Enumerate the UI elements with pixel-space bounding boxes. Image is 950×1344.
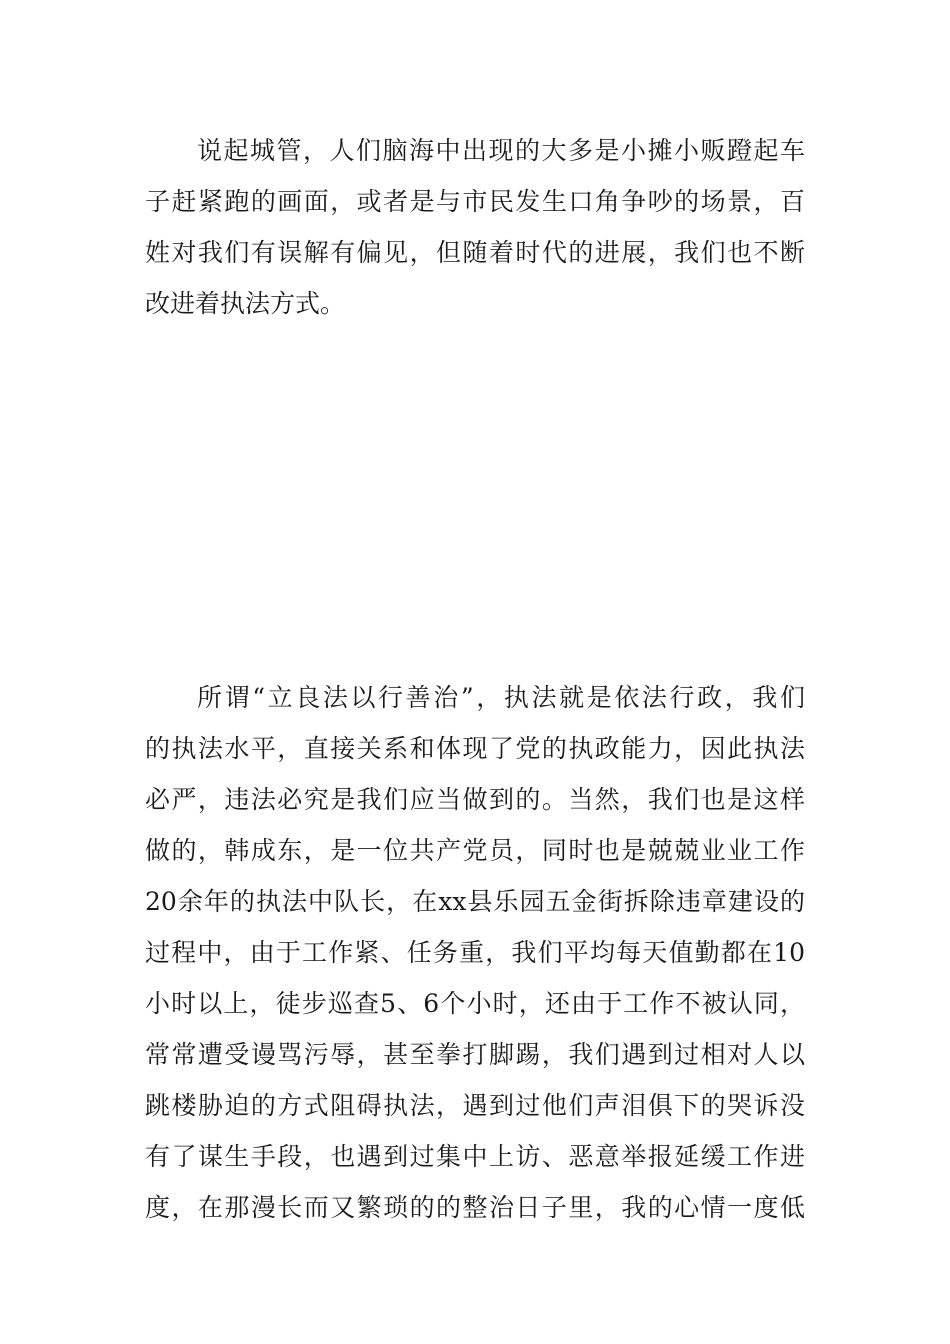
paragraph-line: 有了谋生手段，也遇到过集中上访、恶意举报延缓工作进 xyxy=(145,1142,805,1171)
paragraph-line: 过程中，由于工作紧、任务重，我们平均每天值勤都在10 xyxy=(145,938,805,967)
paragraph-line: 子赶紧跑的画面，或者是与市民发生口角争吵的场景，百 xyxy=(145,187,805,216)
paragraph-2 xyxy=(145,672,805,1233)
paragraph-line: 度，在那漫长而又繁琐的的整治日子里，我的心情一度低 xyxy=(145,1193,805,1222)
paragraph-line: 小时以上，徒步巡查5、6个小时，还由于工作不被认同， xyxy=(145,989,805,1018)
paragraph-line: 说起城管，人们脑海中出现的大多是小摊小贩蹬起车 xyxy=(197,136,805,165)
paragraph-1 xyxy=(145,125,805,329)
paragraph-line: 所谓“立良法以行善治”，执法就是依法行政，我们 xyxy=(197,683,805,712)
paragraph-line: 20余年的执法中队长，在xx县乐园五金街拆除违章建设的 xyxy=(145,887,805,916)
paragraph-line: 必严，违法必究是我们应当做到的。当然，我们也是这样 xyxy=(145,785,805,814)
paragraph-line: 跳楼胁迫的方式阻碍执法，遇到过他们声泪俱下的哭诉没 xyxy=(145,1091,805,1120)
paragraph-line: 的执法水平，直接关系和体现了党的执政能力，因此执法 xyxy=(145,734,805,763)
paragraph-line: 改进着执法方式。 xyxy=(145,289,346,318)
paragraph-line: 常常遭受谩骂污辱，甚至拳打脚踢，我们遇到过相对人以 xyxy=(145,1040,805,1069)
paragraph-line: 做的，韩成东，是一位共产党员，同时也是兢兢业业工作 xyxy=(145,836,805,865)
paragraph-line: 姓对我们有误解有偏见，但随着时代的进展，我们也不断 xyxy=(145,238,805,267)
